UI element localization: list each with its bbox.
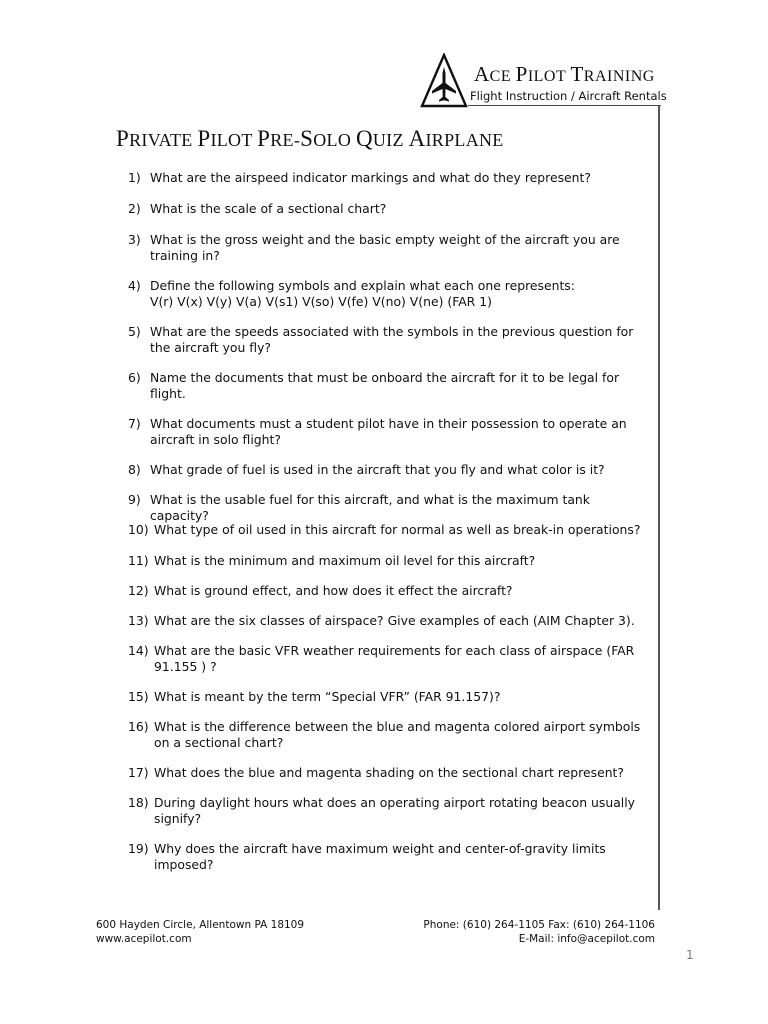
title-char: P (197, 126, 211, 151)
title-part: IRPLANE (425, 130, 504, 150)
question-text: During daylight hours what does an operating airport rotating beacon usually signify? (154, 795, 636, 826)
title-part: RE- (270, 130, 301, 150)
brand-title-char: T (570, 62, 584, 86)
question-number: 14) (128, 643, 149, 658)
brand-title-part: CE (489, 68, 516, 85)
question-number: 7) (128, 416, 141, 431)
title-char: S (300, 126, 314, 151)
question-item (128, 689, 648, 705)
question-item (128, 324, 648, 355)
footer-phone-fax: Phone: (610) 264-1105 Fax: (610) 264-1106 (423, 919, 655, 931)
brand-title (474, 62, 655, 87)
title-part: OLO (313, 130, 356, 150)
question-item (128, 201, 648, 217)
brand-title-part: ILOT (527, 68, 571, 85)
title-part: UIZ (372, 130, 409, 150)
question-text: Why does the aircraft have maximum weight and center-of-gravity limits imposed? (154, 841, 606, 872)
brand-title-part: RAINING (583, 68, 655, 85)
question-item (128, 522, 648, 538)
question-item (128, 370, 648, 401)
page-number: 1 (686, 948, 694, 962)
question-item (128, 613, 648, 629)
question-text: What are the basic VFR weather requirements for each class of airspace (FAR 91.155 ) ? (154, 643, 635, 674)
question-text: What is the difference between the blue and magenta colored airport symbols on a sectional chart? (154, 719, 641, 750)
question-text: What is the gross weight and the basic empty weight of the aircraft you are training in? (150, 232, 620, 263)
question-text: What type of oil used in this aircraft for normal as well as break-in operations? (154, 522, 641, 537)
question-number: 10) (128, 522, 149, 537)
question-number: 12) (128, 583, 149, 598)
footer-address: 600 Hayden Circle, Allentown PA 18109 (96, 919, 305, 931)
question-number: 19) (128, 841, 149, 856)
brand-title-char: P (515, 62, 528, 86)
question-text: What is ground effect, and how does it effect the aircraft? (154, 583, 513, 598)
question-text: What is meant by the term “Special VFR” (FAR 91.157)? (154, 689, 501, 704)
question-number: 15) (128, 689, 149, 704)
footer-contact-left (96, 918, 304, 946)
brand-title-char: A (474, 62, 490, 86)
title-part: RIVATE (129, 130, 198, 150)
question-text: What does the blue and magenta shading on the sectional chart represent? (154, 765, 624, 780)
brand-tagline: Flight Instruction / Aircraft Rentals (470, 89, 667, 103)
header-divider (468, 105, 661, 106)
question-item (128, 765, 648, 781)
page-border-line (658, 105, 660, 910)
ace-pilot-logo-icon (420, 53, 468, 108)
question-item (128, 795, 648, 826)
question-item (128, 462, 648, 478)
question-item (128, 416, 648, 447)
question-number: 6) (128, 370, 141, 385)
question-number: 1) (128, 170, 141, 185)
question-text: What documents must a student pilot have in their possession to operate an aircraft in solo flight? (150, 416, 627, 447)
question-item (128, 583, 648, 599)
question-number: 4) (128, 278, 141, 293)
question-text: What are the speeds associated with the symbols in the previous question for the aircraft you fly? (150, 324, 634, 355)
question-item (128, 278, 648, 309)
title-char: P (116, 126, 130, 151)
question-text: Define the following symbols and explain what each one represents: (150, 278, 575, 293)
question-text: Name the documents that must be onboard the aircraft for it to be legal for flight. (150, 370, 620, 401)
question-text: What are the six classes of airspace? Give examples of each (AIM Chapter 3). (154, 613, 635, 628)
title-char: P (257, 126, 271, 151)
question-number: 18) (128, 795, 149, 810)
question-number: 2) (128, 201, 141, 216)
question-text: What are the airspeed indicator markings and what do they represent? (150, 170, 591, 185)
question-number: 13) (128, 613, 149, 628)
question-number: 3) (128, 232, 141, 247)
footer-email[interactable]: E-Mail: info@acepilot.com (518, 933, 655, 945)
question-text: What grade of fuel is used in the aircraft that you fly and what color is it? (150, 462, 605, 477)
question-number: 5) (128, 324, 141, 339)
question-item (128, 492, 648, 523)
question-item (128, 553, 648, 569)
question-number: 9) (128, 492, 141, 507)
question-item (128, 643, 648, 674)
question-text: What is the scale of a sectional chart? (150, 201, 387, 216)
document-title (116, 126, 504, 152)
title-char: Q (355, 126, 373, 151)
question-number: 16) (128, 719, 149, 734)
footer-website[interactable]: www.acepilot.com (96, 933, 192, 945)
question-number: 11) (128, 553, 149, 568)
question-text: What is the usable fuel for this aircraft, and what is the maximum tank capacity? (150, 492, 590, 523)
footer-contact-right (423, 918, 655, 946)
question-number: 17) (128, 765, 149, 780)
question-item (128, 232, 648, 263)
question-symbols: V(r) V(x) V(y) V(a) V(s1) V(so) V(fe) V(no) V(ne) (FAR 1) (150, 293, 492, 309)
question-item (128, 841, 648, 872)
title-part: ILOT (210, 130, 258, 150)
title-char: A (408, 126, 426, 151)
question-item (128, 170, 648, 186)
question-text: What is the minimum and maximum oil level for this aircraft? (154, 553, 536, 568)
question-number: 8) (128, 462, 141, 477)
question-item (128, 719, 648, 750)
